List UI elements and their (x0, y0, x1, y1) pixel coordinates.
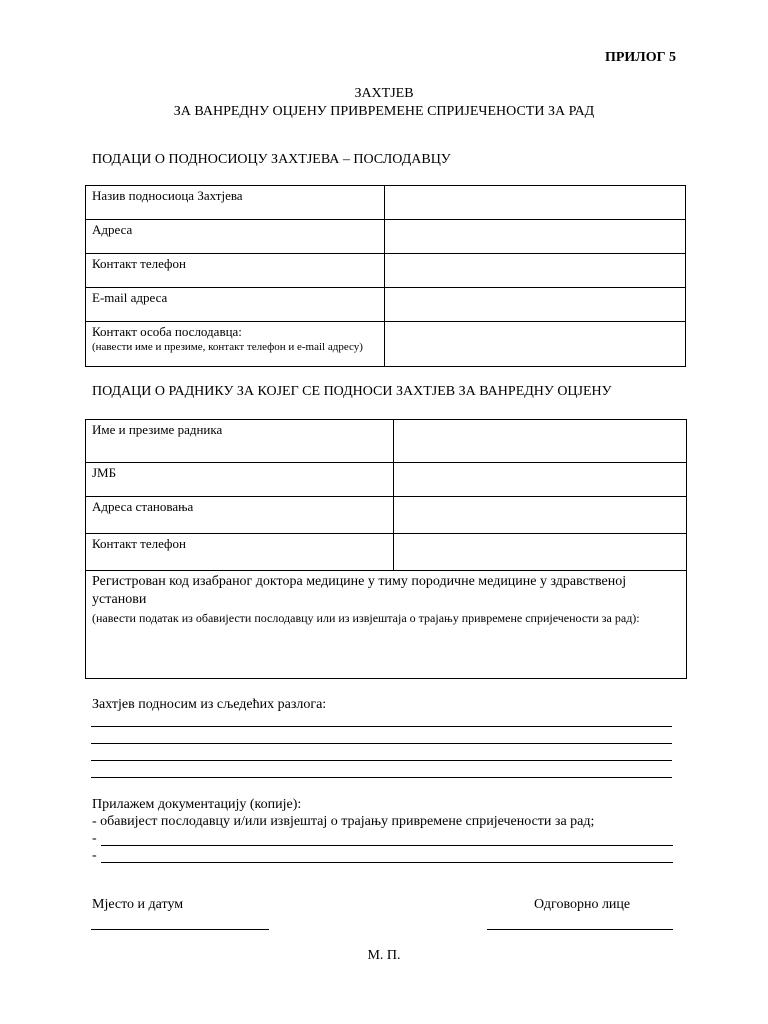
attachment-line[interactable] (101, 845, 673, 846)
table-row (86, 497, 687, 534)
contact-person-note: (навести име и презиме, контакт телефон и e-mail адресу) (92, 341, 363, 353)
responsible-person-label: Одговорно лице (534, 897, 631, 912)
contact-person-label: Контакт особа послодавца: (92, 324, 242, 339)
table-row (86, 463, 687, 497)
table-row (86, 254, 686, 288)
employer-address-field[interactable] (384, 220, 685, 254)
employer-section-heading: ПОДАЦИ О ПОДНОСИОЦУ ЗАХТЈЕВА – ПОСЛОДАВЦУ (92, 152, 451, 167)
attachment-dash: - (92, 848, 97, 863)
worker-table (85, 419, 687, 679)
stamp-label: М. П. (367, 948, 401, 963)
place-date-line[interactable] (91, 929, 269, 930)
worker-jmb-field[interactable] (393, 463, 686, 497)
worker-address-field[interactable] (393, 497, 686, 534)
registered-doctor-label: Регистрован код изабраног доктора медицине у тиму породичне медицине у здравственој установи (92, 574, 627, 607)
row-label: Адреса становања (86, 497, 394, 534)
reason-line[interactable] (91, 726, 672, 727)
reason-line[interactable] (91, 743, 672, 744)
place-date-label: Мјесто и датум (92, 897, 184, 912)
table-row (86, 420, 687, 463)
employer-phone-field[interactable] (384, 254, 685, 288)
employer-name-field[interactable] (384, 186, 685, 220)
form-subtitle: ЗА ВАНРЕДНУ ОЦЈЕНУ ПРИВРЕМЕНЕ СПРИЈЕЧЕНОСТИ ЗА РАД (173, 104, 595, 119)
form-title: ЗАХТЈЕВ (354, 86, 414, 101)
registered-doctor-field[interactable] (86, 571, 687, 679)
worker-phone-field[interactable] (393, 534, 686, 571)
annex-label: ПРИЛОГ 5 (604, 50, 676, 65)
signature-line[interactable] (487, 929, 673, 930)
row-label: Име и презиме радника (86, 420, 394, 463)
row-label: E-mail адреса (86, 288, 385, 322)
row-label: Контакт телефон (86, 254, 385, 288)
attachment-item: - обавијест послодавцу и/или извјештај о трајању привремене спријечености за рад; (92, 814, 595, 829)
worker-name-field[interactable] (393, 420, 686, 463)
table-row (86, 534, 687, 571)
row-label: Адреса (86, 220, 385, 254)
table-row (86, 288, 686, 322)
row-label: Контакт телефон (86, 534, 394, 571)
employer-table (85, 185, 686, 367)
table-row (86, 220, 686, 254)
attachments-label: Прилажем документацију (копије): (92, 797, 302, 812)
reasons-label: Захтјев подносим из сљедећих разлога: (92, 697, 327, 712)
table-row (86, 186, 686, 220)
employer-email-field[interactable] (384, 288, 685, 322)
row-label (86, 322, 385, 367)
table-row (86, 322, 686, 367)
registered-doctor-note: (навести податак из обавијести послодавцу или из извјештаја о трајању привремене спријечености за рад): (92, 611, 640, 625)
reason-line[interactable] (91, 760, 672, 761)
table-row (86, 571, 687, 679)
employer-contact-person-field[interactable] (384, 322, 685, 367)
attachment-dash: - (92, 831, 97, 846)
worker-section-heading: ПОДАЦИ О РАДНИКУ ЗА КОЈЕГ СЕ ПОДНОСИ ЗАХТЈЕВ ЗА ВАНРЕДНУ ОЦЈЕНУ (92, 384, 612, 399)
attachment-line[interactable] (101, 862, 673, 863)
row-label: Назив подносиоца Захтјева (86, 186, 385, 220)
row-label: ЈМБ (86, 463, 394, 497)
reason-line[interactable] (91, 777, 672, 778)
